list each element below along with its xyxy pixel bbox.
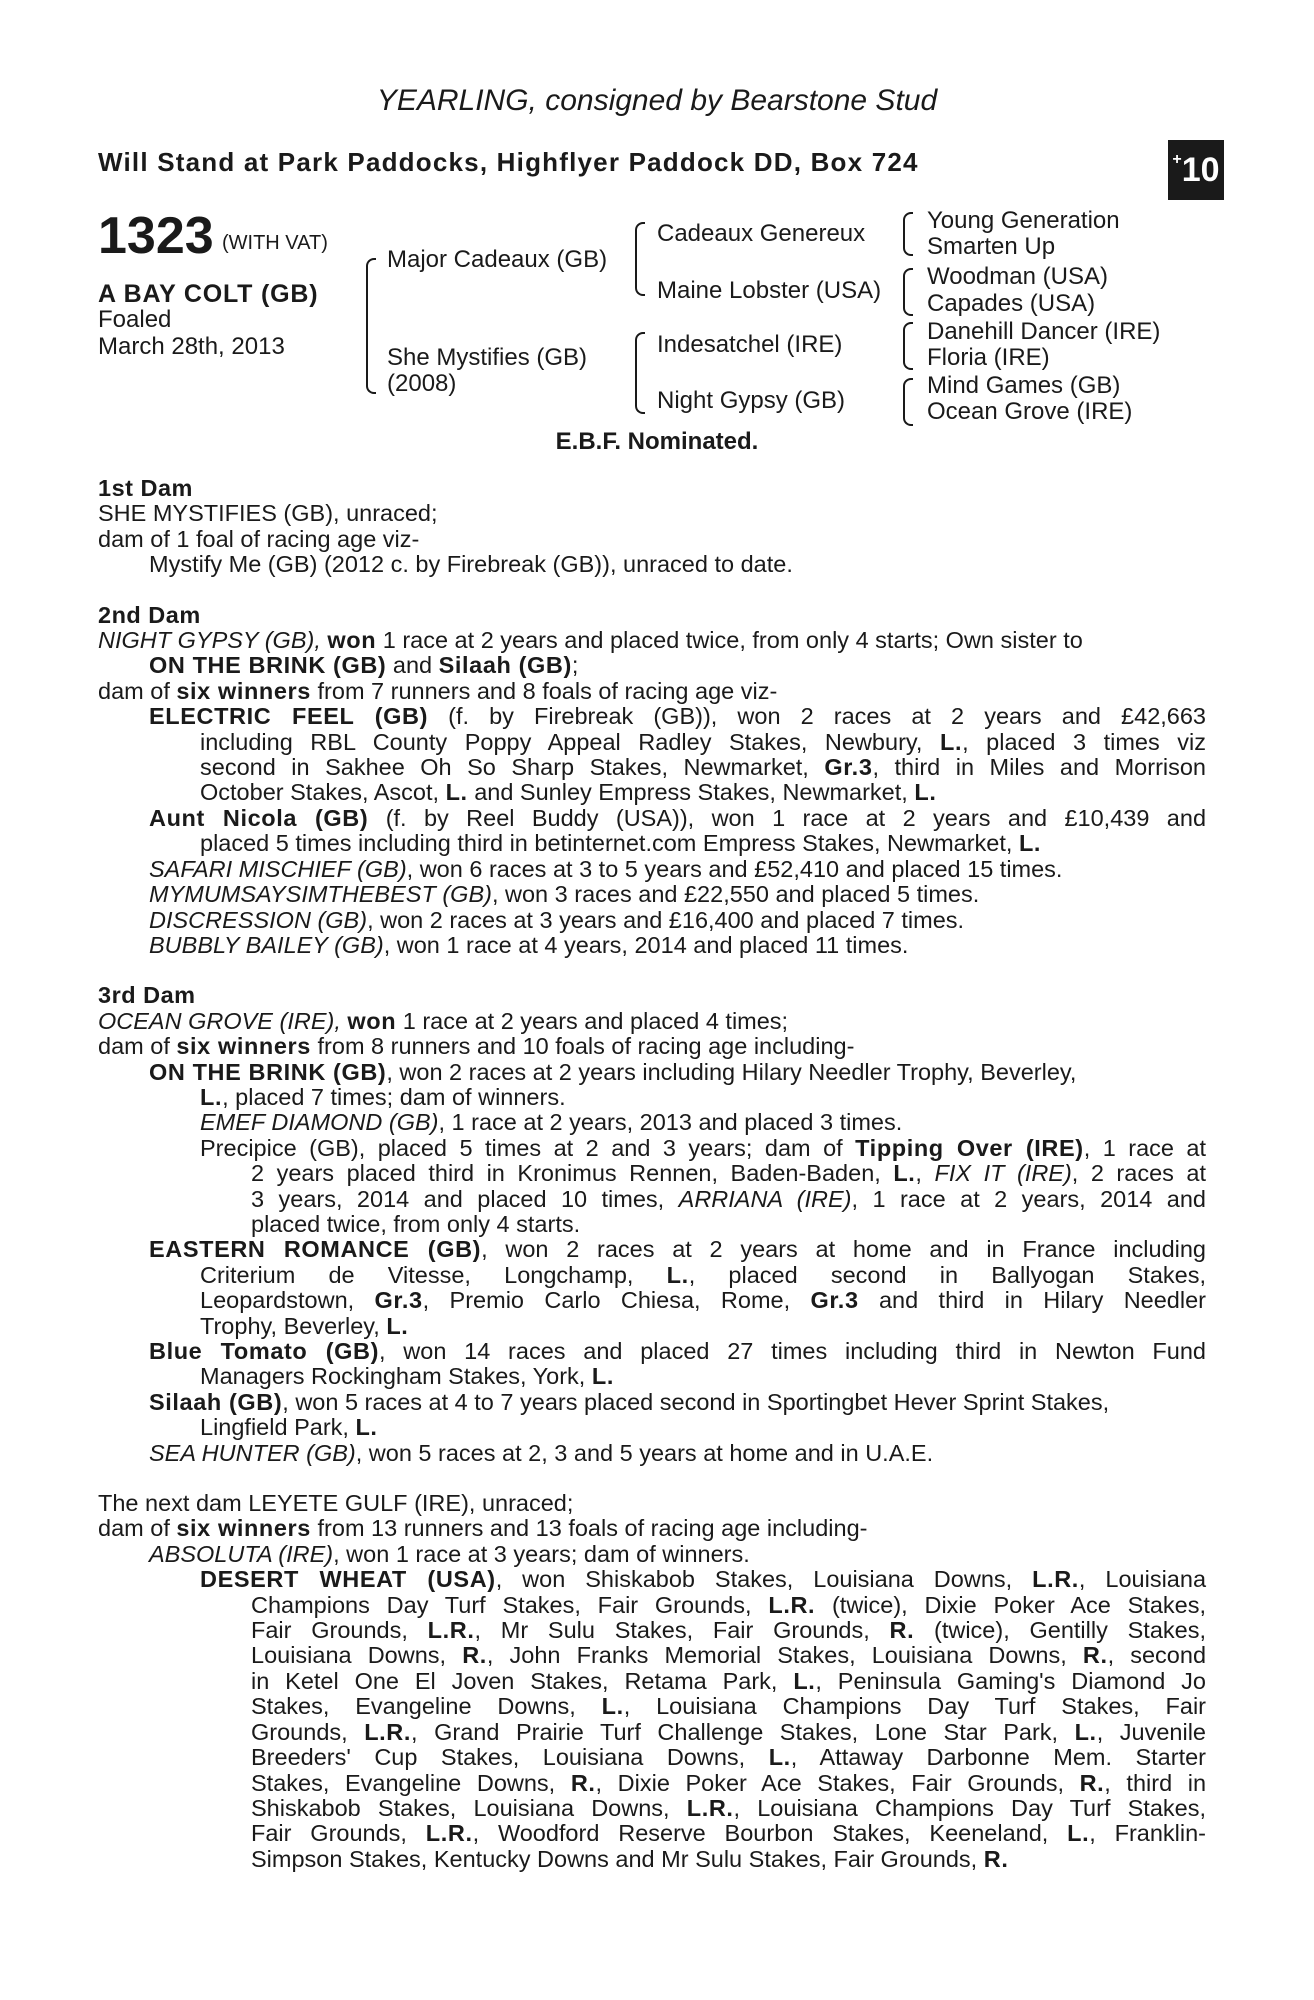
produce-line: EMEF DIAMOND (GB), 1 race at 2 years, 2013 and placed 3 times. xyxy=(200,1109,903,1136)
produce-line: Champions Day Turf Stakes, Fair Grounds, L.R. (twice), Dixie Poker Ace Stakes, xyxy=(251,1591,1207,1618)
pedigree-brace xyxy=(903,378,913,426)
pedigree-brace xyxy=(903,212,913,256)
pedigree-g3: Young Generation xyxy=(927,207,1120,234)
produce-line: Shiskabob Stakes, Louisiana Downs, L.R., Louisiana Champions Day Turf Stakes, xyxy=(251,1794,1207,1821)
produce-line: ELECTRIC FEEL (GB) (f. by Firebreak (GB)), won 2 races at 2 years and £42,663 xyxy=(149,703,1206,730)
pedigree-g3: Woodman (USA) xyxy=(927,263,1108,290)
dam-line: ON THE BRINK (GB) and Silaah (GB); xyxy=(149,652,579,679)
dam-line: dam of six winners from 13 runners and 13 foals of racing age including- xyxy=(98,1515,868,1542)
produce-line: second in Sakhee Oh So Sharp Stakes, Newmarket, Gr.3, third in Miles and Morrison xyxy=(200,754,1207,781)
produce-line: Leopardstown, Gr.3, Premio Carlo Chiesa, Rome, Gr.3 and third in Hilary Needler xyxy=(200,1287,1206,1314)
produce-line: DESERT WHEAT (USA), won Shiskabob Stakes, Louisiana Downs, L.R., Louisiana xyxy=(200,1566,1207,1593)
produce-line: Blue Tomato (GB), won 14 races and placed 27 times including third in Newton Fund xyxy=(149,1338,1206,1364)
dam-line: dam of six winners from 8 runners and 10 foals of racing age including- xyxy=(98,1033,855,1060)
produce-line: ABSOLUTA (IRE), won 1 race at 3 years; dam of winners. xyxy=(149,1540,750,1567)
produce-line: including RBL County Poppy Appeal Radley Stakes, Newbury, L., placed 3 times viz xyxy=(200,728,1206,755)
pedigree-g3: Capades (USA) xyxy=(927,290,1096,317)
dam-line: The next dam LEYETE GULF (IRE), unraced; xyxy=(98,1490,574,1517)
dam-line: NIGHT GYPSY (GB), won 1 race at 2 years and placed twice, from only 4 starts; Own sister to xyxy=(98,627,1083,654)
pedigree-brace xyxy=(366,258,376,394)
pedigree-dam-sire: Indesatchel (IRE) xyxy=(657,331,843,358)
produce-line: Stakes, Evangeline Downs, R., Dixie Poker Ace Stakes, Fair Grounds, R., third in xyxy=(251,1769,1207,1796)
produce-line: Simpson Stakes, Kentucky Downs and Mr Sulu Stakes, Fair Grounds, R. xyxy=(251,1845,1009,1872)
pedigree-brace xyxy=(903,322,913,370)
pedigree-brace xyxy=(635,222,645,296)
produce-line: SEA HUNTER (GB), won 5 races at 2, 3 and 5 years at home and in U.A.E. xyxy=(149,1439,934,1466)
produce-line: 2 years placed third in Kronimus Rennen, Baden-Baden, L., FIX IT (IRE), 2 races at xyxy=(251,1160,1207,1187)
section-heading: 1st Dam xyxy=(98,475,193,501)
produce-line: Criterium de Vitesse, Longchamp, L., placed second in Ballyogan Stakes, xyxy=(200,1261,1207,1288)
produce-line: Trophy, Beverley, L. xyxy=(200,1312,409,1339)
dam-line: dam of 1 foal of racing age viz- xyxy=(98,525,420,552)
produce-line: DISCRESSION (GB), won 2 races at 3 years and £16,400 and placed 7 times. xyxy=(149,906,965,933)
catalogue-header: YEARLING, consigned by Bearstone Stud xyxy=(376,84,938,117)
pedigree-sire-dam: Maine Lobster (USA) xyxy=(657,277,882,304)
produce-line: placed twice, from only 4 starts. xyxy=(251,1210,581,1237)
section-heading: 2nd Dam xyxy=(98,601,201,628)
vat-note: (WITH VAT) xyxy=(222,232,328,254)
produce-line: Managers Rockingham Stakes, York, L. xyxy=(200,1363,614,1390)
produce-line: in Ketel One El Joven Stakes, Retama Park, L., Peninsula Gaming's Diamond Jo xyxy=(251,1667,1206,1694)
catalogue-page-body xyxy=(98,476,1206,1872)
produce-line: BUBBLY BAILEY (GB), won 1 race at 4 years, 2014 and placed 11 times. xyxy=(149,931,909,958)
pedigree-dam-dam: Night Gypsy (GB) xyxy=(657,387,846,414)
page-badge: + 10 xyxy=(1168,140,1224,200)
produce-line: Breeders' Cup Stakes, Louisiana Downs, L., Attaway Darbonne Mem. Starter xyxy=(251,1744,1206,1771)
produce-line: 3 years, 2014 and placed 10 times, ARRIANA (IRE), 1 race at 2 years, 2014 and xyxy=(251,1185,1207,1212)
produce-line: Louisiana Downs, R., John Franks Memorial Stakes, Louisiana Downs, R., second xyxy=(251,1642,1207,1669)
pedigree-dam: She Mystifies (GB) xyxy=(387,344,588,371)
produce-line: Fair Grounds, L.R., Woodford Reserve Bourbon Stakes, Keeneland, L., Franklin- xyxy=(251,1820,1207,1847)
produce-line: EASTERN ROMANCE (GB), won 2 races at 2 years at home and in France including xyxy=(149,1236,1206,1263)
produce-line: ON THE BRINK (GB), won 2 races at 2 years including Hilary Needler Trophy, Beverley, xyxy=(149,1058,1077,1085)
ebf-nomination: E.B.F. Nominated. xyxy=(555,428,759,455)
produce-line: Silaah (GB), won 5 races at 4 to 7 years placed second in Sportingbet Hever Sprint Stakes, xyxy=(149,1388,1110,1415)
produce-line: Lingfield Park, L. xyxy=(200,1414,378,1441)
section-heading: 3rd Dam xyxy=(98,982,196,1009)
produce-line: SAFARI MISCHIEF (GB), won 6 races at 3 to 5 years and £52,410 and placed 15 times. xyxy=(149,855,1063,882)
produce-line: Fair Grounds, L.R., Mr Sulu Stakes, Fair Grounds, R. (twice), Gentilly Stakes, xyxy=(251,1617,1206,1644)
lot-number: 1323 xyxy=(98,207,214,265)
produce-line: October Stakes, Ascot, L. and Sunley Empress Stakes, Newmarket, L. xyxy=(200,779,937,806)
dam-line: OCEAN GROVE (IRE), won 1 race at 2 years and placed 4 times; xyxy=(98,1007,789,1034)
dam-line: dam of six winners from 7 runners and 8 foals of racing age viz- xyxy=(98,677,778,704)
produce-line: Aunt Nicola (GB) (f. by Reel Buddy (USA)), won 1 race at 2 years and £10,439 and xyxy=(149,804,1207,831)
pedigree-g3: Danehill Dancer (IRE) xyxy=(927,318,1161,345)
produce-line: Precipice (GB), placed 5 times at 2 and 3 years; dam of Tipping Over (IRE), 1 race at xyxy=(200,1134,1207,1161)
pedigree-brace xyxy=(903,268,913,316)
pedigree-sire: Major Cadeaux (GB) xyxy=(387,246,608,273)
pedigree-g3: Mind Games (GB) xyxy=(927,372,1121,399)
foaled-label: Foaled xyxy=(98,306,172,333)
produce-line: MYMUMSAYSIMTHEBEST (GB), won 3 races and £22,550 and placed 5 times. xyxy=(149,881,980,908)
produce-line: placed 5 times including third in betinternet.com Empress Stakes, Newmarket, L. xyxy=(200,830,1042,857)
lot-description: A BAY COLT (GB) xyxy=(98,280,319,308)
produce-line: Mystify Me (GB) (2012 c. by Firebreak (GB)), unraced to date. xyxy=(149,551,793,578)
pedigree-g3: Floria (IRE) xyxy=(927,344,1050,371)
pedigree-g3: Ocean Grove (IRE) xyxy=(927,398,1133,425)
pedigree-sire-sire: Cadeaux Genereux xyxy=(657,220,866,247)
produce-line: L., placed 7 times; dam of winners. xyxy=(200,1083,566,1110)
stand-location: Will Stand at Park Paddocks, Highflyer Paddock DD, Box 724 xyxy=(98,147,919,177)
pedigree-g3: Smarten Up xyxy=(927,233,1056,260)
dam-line: SHE MYSTIFIES (GB), unraced; xyxy=(98,500,438,527)
pedigree-brace xyxy=(635,332,645,414)
produce-line: Grounds, L.R., Grand Prairie Turf Challenge Stakes, Lone Star Park, L., Juvenile xyxy=(251,1718,1206,1745)
foaled-date: March 28th, 2013 xyxy=(98,333,285,360)
produce-line: Stakes, Evangeline Downs, L., Louisiana Champions Day Turf Stakes, Fair xyxy=(251,1693,1207,1720)
pedigree-dam-year: (2008) xyxy=(387,370,457,397)
